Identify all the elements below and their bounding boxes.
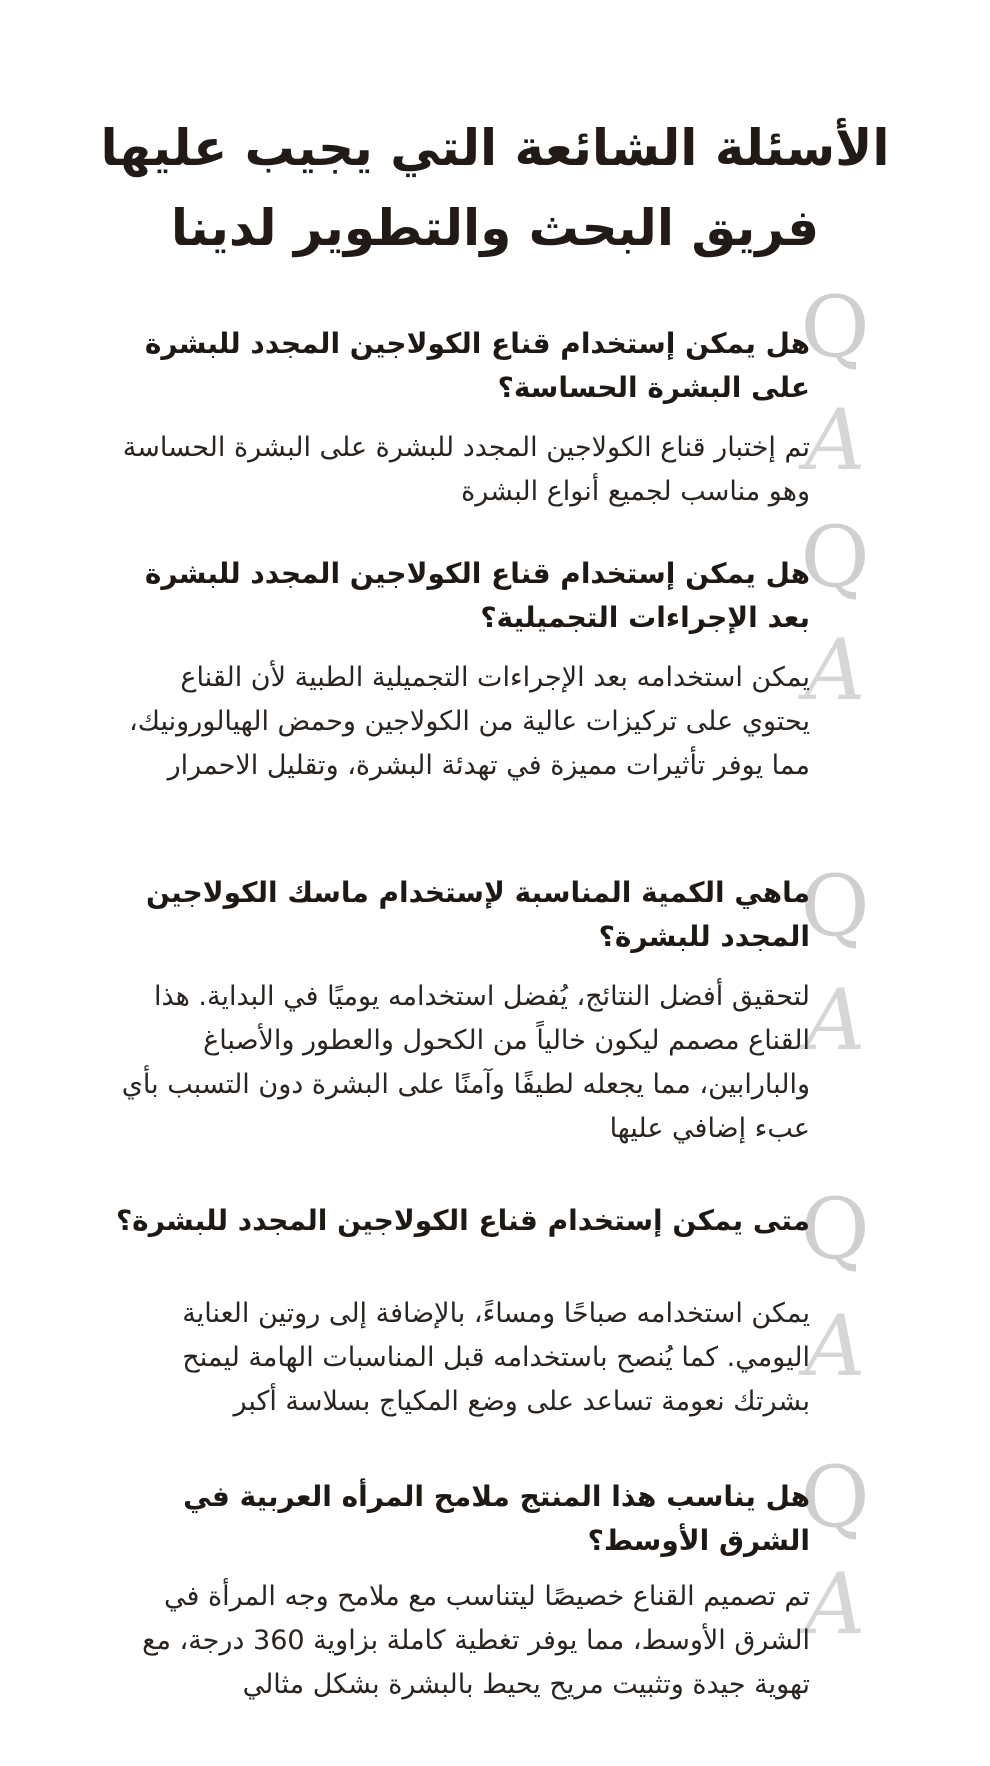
page-title-line-2: فريق البحث والتطوير لدينا [170, 199, 820, 257]
answer-marker-icon: A [804, 971, 866, 1069]
question-marker-icon: Q [800, 1448, 870, 1546]
faq-question-5: هل يناسب هذا المنتج ملامح المرأه العربية في الشرق الأوسط؟ [183, 1480, 810, 1557]
page-title-line-1: الأسئلة الشائعة التي يجيب عليها [100, 119, 890, 177]
question-marker-icon: Q [800, 278, 870, 376]
faq-question-3: ماهي الكمية المناسبة لإستخدام ماسك الكولاجين المجدد للبشرة؟ [145, 876, 810, 953]
question-marker-icon: Q [800, 857, 870, 955]
faq-answer-4: يمكن استخدامه صباحًا ومساءً، بالإضافة إلى روتين العناية اليومي. كما يُنصح باستخدامه قبل المناسبات الهامة ليمنح بشرتك نعومة تساعد على وضع المكياج بسلاسة أكبر [182, 1298, 810, 1417]
answer-marker-icon: A [804, 621, 866, 719]
question-marker-icon: Q [800, 508, 870, 606]
answer-marker-icon: A [804, 1297, 866, 1395]
page-title [60, 108, 930, 268]
answer-marker-icon: A [804, 1555, 866, 1653]
answer-marker-icon: A [804, 391, 866, 489]
faq-answer-2: يمكن استخدامه بعد الإجراءات التجميلية الطبية لأن القناع يحتوي على تركيزات عالية من الكولاجين وحمض الهيالورونيك، مما يوفر تأثيرات مميزة في تهدئة البشرة، وتقليل الاحمرار [129, 662, 810, 781]
question-marker-icon: Q [800, 1180, 870, 1278]
faq-question-2: هل يمكن إستخدام قناع الكولاجين المجدد للبشرة بعد الإجراءات التجميلية؟ [144, 557, 810, 634]
faq-answer-1: تم إختبار قناع الكولاجين المجدد للبشرة على البشرة الحساسة وهو مناسب لجميع أنواع البشرة [122, 432, 810, 507]
faq-answer-5: تم تصميم القناع خصيصًا ليتناسب مع ملامح وجه المرأة في الشرق الأوسط، مما يوفر تغطية كاملة بزاوية 360 درجة، مع تهوية جيدة وتثبيت مريح يحيط بالبشرة بشكل مثالي [142, 1581, 810, 1700]
faq-question-1: هل يمكن إستخدام قناع الكولاجين المجدد للبشرة على البشرة الحساسة؟ [144, 327, 810, 404]
faq-answer-3: لتحقيق أفضل النتائج، يُفضل استخدامه يوميًا في البداية. هذا القناع مصمم ليكون خالياً من الكحول والعطور والأصباغ والبارابين، مما يجعله لطيفًا وآمنًا على البشرة دون التسبب بأي عبء إضافي عليها [121, 981, 810, 1144]
faq-question-4: متى يمكن إستخدام قناع الكولاجين المجدد للبشرة؟ [115, 1204, 810, 1237]
